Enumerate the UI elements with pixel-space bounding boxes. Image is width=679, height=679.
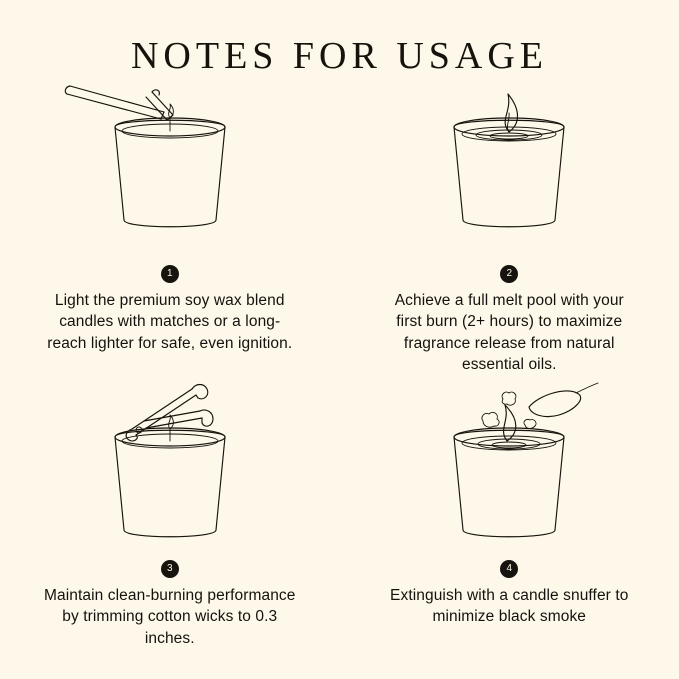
candle-with-matches-icon [40,82,300,257]
step-card-3 [0,377,340,672]
step-number-badge: 4 [500,560,518,578]
step-caption: Light the premium soy wax blend candles with matches or a long-reach lighter for safe, even ignition. [47,292,293,352]
page-title: NOTES FOR USAGE [130,35,549,77]
step-caption: Achieve a full melt pool with your first burn (2+ hours) to maximize fragrance release from natural essential oils. [394,292,624,374]
step-card-2 [340,82,679,377]
step-caption: Extinguish with a candle snuffer to minimize black smoke [390,587,629,626]
step-card-1 [0,82,340,377]
candle-with-wick-trimmer-icon [40,377,300,552]
step-number-badge: 2 [500,265,518,283]
step-number-badge: 3 [161,560,179,578]
step-number-badge: 1 [161,265,179,283]
step-caption: Maintain clean-burning performance by trimming cotton wicks to 0.3 inches. [43,587,296,647]
candle-full-melt-pool-icon [379,82,639,257]
step-card-4 [340,377,679,672]
steps-grid [0,82,679,672]
candle-with-snuffer-icon [379,377,639,552]
